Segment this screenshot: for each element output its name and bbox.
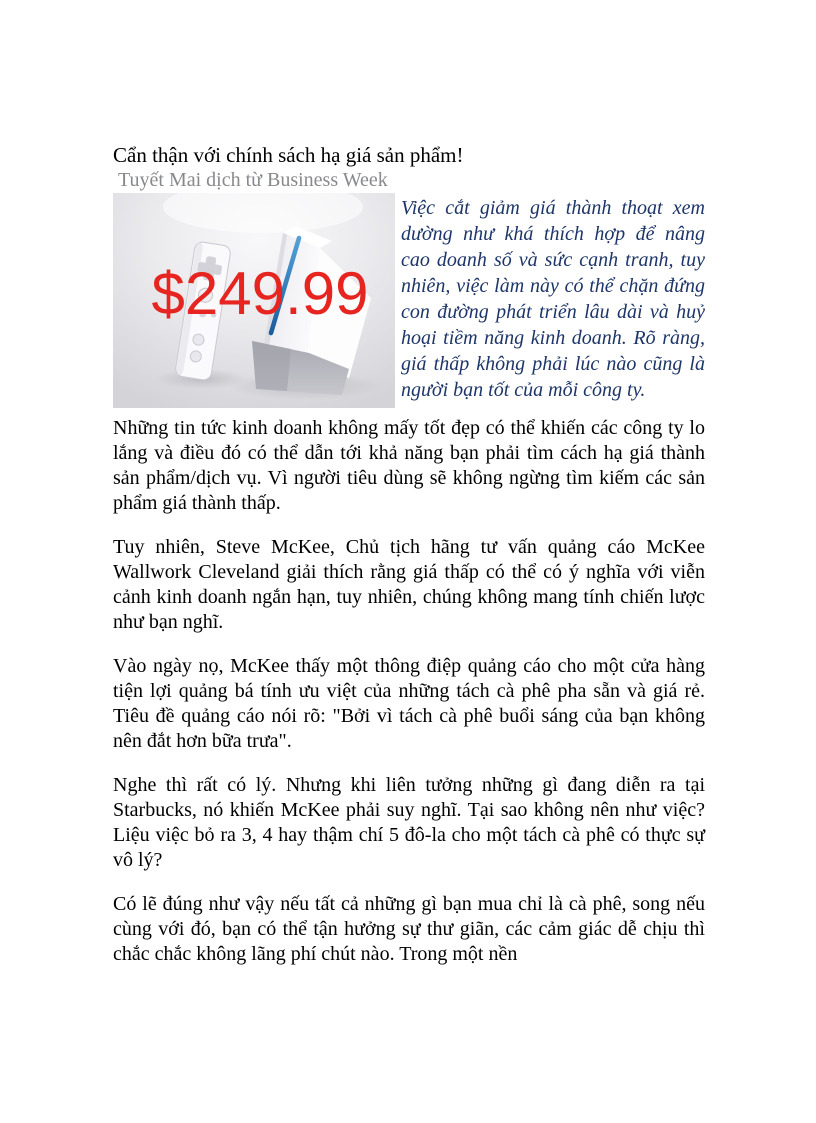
paragraph: Vào ngày nọ, McKee thấy một thông điệp quảng cáo cho một cửa hàng tiện lợi quảng bá tính ưu việt của những tách cà phê pha sẵn và giá rẻ. Tiêu đề quảng cáo nói rõ: "Bởi vì tách cà phê buổi sáng của bạn không nên đắt hơn bữa trưa". — [113, 655, 705, 752]
paragraph: Những tin tức kinh doanh không mấy tốt đẹp có thể khiến các công ty lo lắng và điều đó có thể dẫn tới khả năng bạn phải tìm cách hạ giá thành sản phẩm/dịch vụ. Vì người tiêu dùng sẽ không ngừng tìm kiếm các sản phẩm giá thành thấp. — [113, 417, 705, 514]
paragraph: Tuy nhiên, Steve McKee, Chủ tịch hãng tư vấn quảng cáo McKee Wallwork Cleveland giải thích rằng giá thấp có thể có ý nghĩa với viễn cảnh kinh doanh ngắn hạn, tuy nhiên, chúng không mang tính chiến lược như bạn nghĩ. — [113, 536, 705, 633]
article-body — [113, 416, 705, 967]
wii-product-photo — [113, 193, 395, 408]
paragraph: Có lẽ đúng như vậy nếu tất cả những gì bạn mua chỉ là cà phê, song nếu cùng với đó, bạn có thể tận hưởng sự thư giãn, các cảm giác dễ chịu thì chắc chắc không lãng phí chút nào. Trong một nền — [113, 893, 705, 965]
lead-paragraph: Việc cắt giảm giá thành thoạt xem dường như khá thích hợp để nâng cao doanh số và sức cạnh tranh, tuy nhiên, việc làm này có thể chặn đứng con đường phát triển lâu dài và huỷ hoại tiềm năng kinh doanh. Rõ ràng, giá thấp không phải lúc nào cũng là người bạn tốt của mỗi công ty. — [401, 197, 705, 401]
wii-photo-illustration — [113, 193, 395, 408]
article-byline: Tuyết Mai dịch từ Business Week — [118, 169, 388, 191]
lead-media-row — [113, 193, 705, 408]
price-overlay-text: $249.99 — [151, 260, 369, 327]
paragraph: Nghe thì rất có lý. Nhưng khi liên tưởng những gì đang diễn ra tại Starbucks, nó khiến McKee phải suy nghĩ. Tại sao không nên như việc? Liệu việc bỏ ra 3, 4 hay thậm chí 5 đô-la cho một tách cà phê có thực sự vô lý? — [113, 774, 705, 871]
article-title: Cẩn thận với chính sách hạ giá sản phẩm! — [113, 143, 464, 167]
